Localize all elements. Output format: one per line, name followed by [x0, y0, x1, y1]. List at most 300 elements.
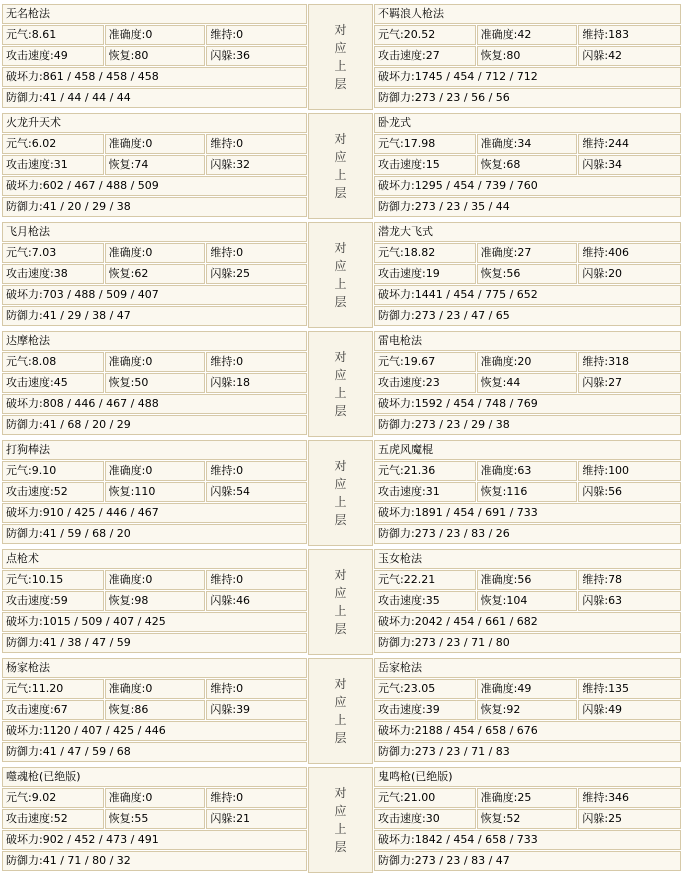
stat-row [2, 851, 307, 871]
skill-name: 点枪术 [2, 549, 307, 569]
gongsu-cell-label: 攻击速度: [378, 376, 426, 389]
fangyu-cell [2, 306, 307, 326]
pohuai-cell [2, 67, 307, 87]
stat-row [374, 633, 681, 653]
zhunque-cell-value: 0 [145, 682, 153, 695]
gongsu-cell-value: 38 [53, 267, 68, 280]
stat-row [2, 679, 307, 699]
fangyu-cell-value: 41 / 38 / 47 / 59 [42, 636, 131, 649]
pohuai-cell-value: 910 / 425 / 446 / 467 [42, 506, 159, 519]
shanduo-cell-value: 46 [236, 594, 251, 607]
skill-name-row [2, 658, 307, 678]
skill-panel-right [374, 440, 681, 546]
skill-name: 飞月枪法 [2, 222, 307, 242]
shanduo-cell-label: 闪躲: [582, 485, 609, 498]
weichi-cell-value: 0 [236, 355, 244, 368]
shanduo-cell [578, 373, 681, 393]
pohuai-cell-value: 1441 / 454 / 775 / 652 [414, 288, 538, 301]
weichi-cell-value: 0 [236, 682, 244, 695]
shanduo-cell [206, 264, 307, 284]
skill-panel-left [2, 549, 307, 655]
stat-row [2, 570, 307, 590]
corresponds-char: 应 [334, 150, 347, 164]
stat-row [2, 394, 307, 414]
skill-name: 无名枪法 [2, 4, 307, 24]
weichi-cell-value: 0 [236, 28, 244, 41]
pohuai-cell-label: 破坏力: [6, 506, 43, 519]
stat-row [374, 243, 681, 263]
huifu-cell-label: 恢复: [480, 267, 507, 280]
skill-name-row [2, 331, 307, 351]
corresponds-char: 上 [334, 277, 347, 291]
gongsu-cell-label: 攻击速度: [6, 703, 54, 716]
pohuai-cell [2, 503, 307, 523]
shanduo-cell-label: 闪躲: [582, 49, 609, 62]
skill-name-row [374, 440, 681, 460]
huifu-cell [477, 46, 578, 66]
stat-row [2, 25, 307, 45]
huifu-cell-value: 55 [134, 812, 149, 825]
pohuai-cell-label: 破坏力: [6, 397, 43, 410]
yuanqi-cell-value: 10.15 [31, 573, 64, 586]
corresponds-char: 层 [334, 77, 347, 91]
weichi-cell-value: 318 [608, 355, 630, 368]
shanduo-cell-label: 闪躲: [210, 267, 237, 280]
gongsu-cell-value: 30 [425, 812, 440, 825]
fangyu-cell-value: 273 / 23 / 56 / 56 [414, 91, 510, 104]
weichi-cell [206, 352, 307, 372]
fangyu-cell [374, 306, 681, 326]
stat-row [2, 373, 307, 393]
gongsu-cell-value: 39 [425, 703, 440, 716]
gongsu-cell [374, 700, 476, 720]
skill-name: 岳家枪法 [374, 658, 681, 678]
shanduo-cell [206, 591, 307, 611]
weichi-cell [578, 461, 681, 481]
yuanqi-cell [374, 461, 476, 481]
stat-row [2, 155, 307, 175]
corresponds-char: 对 [334, 459, 347, 473]
pohuai-cell-value: 1295 / 454 / 739 / 760 [414, 179, 538, 192]
yuanqi-cell-value: 23.05 [403, 682, 436, 695]
huifu-cell-label: 恢复: [108, 812, 135, 825]
shanduo-cell [578, 264, 681, 284]
zhunque-cell-value: 63 [517, 464, 532, 477]
pohuai-cell-label: 破坏力: [378, 833, 415, 846]
weichi-cell [206, 679, 307, 699]
huifu-cell-label: 恢复: [108, 267, 135, 280]
weichi-cell-label: 维持: [582, 246, 609, 259]
gongsu-cell-label: 攻击速度: [378, 703, 426, 716]
weichi-cell-label: 维持: [582, 464, 609, 477]
weichi-cell-value: 0 [236, 137, 244, 150]
corresponds-char: 层 [334, 186, 347, 200]
pohuai-cell [374, 67, 681, 87]
shanduo-cell [206, 700, 307, 720]
huifu-cell [477, 700, 578, 720]
skill-name: 打狗棒法 [2, 440, 307, 460]
stat-row [2, 721, 307, 741]
weichi-cell [206, 243, 307, 263]
huifu-cell-value: 80 [134, 49, 149, 62]
corresponds-char: 应 [334, 368, 347, 382]
huifu-cell [105, 46, 206, 66]
huifu-cell-label: 恢复: [480, 703, 507, 716]
zhunque-cell-label: 准确度: [480, 28, 518, 41]
skill-name-row [2, 4, 307, 24]
shanduo-cell-label: 闪躲: [582, 376, 609, 389]
huifu-cell-value: 68 [506, 158, 521, 171]
pohuai-cell [374, 612, 681, 632]
gongsu-cell-label: 攻击速度: [6, 594, 54, 607]
fangyu-cell [374, 88, 681, 108]
fangyu-cell-value: 41 / 29 / 38 / 47 [42, 309, 131, 322]
zhunque-cell-label: 准确度: [108, 464, 146, 477]
pohuai-cell-value: 1891 / 454 / 691 / 733 [414, 506, 538, 519]
stat-row [374, 46, 681, 66]
fangyu-cell-value: 273 / 23 / 71 / 83 [414, 745, 510, 758]
stat-row [374, 721, 681, 741]
yuanqi-cell-value: 9.02 [31, 791, 57, 804]
pohuai-cell-label: 破坏力: [378, 724, 415, 737]
shanduo-cell [206, 46, 307, 66]
yuanqi-cell-value: 6.02 [31, 137, 57, 150]
zhunque-cell-value: 0 [145, 246, 153, 259]
skill-pair-block [2, 222, 688, 328]
fangyu-cell [2, 88, 307, 108]
zhunque-cell-value: 27 [517, 246, 532, 259]
corresponds-char: 对 [334, 241, 347, 255]
corresponds-char: 应 [334, 804, 347, 818]
fangyu-cell [2, 742, 307, 762]
skill-panel-right [374, 549, 681, 655]
stat-row [374, 679, 681, 699]
gongsu-cell [374, 155, 476, 175]
skill-name: 杨家枪法 [2, 658, 307, 678]
fangyu-cell-label: 防御力: [6, 418, 43, 431]
stat-row [2, 67, 307, 87]
zhunque-cell [477, 679, 578, 699]
weichi-cell-label: 维持: [210, 246, 237, 259]
huifu-cell [105, 155, 206, 175]
corresponds-char: 对 [334, 350, 347, 364]
huifu-cell [477, 155, 578, 175]
stat-row [374, 352, 681, 372]
gongsu-cell-value: 67 [53, 703, 68, 716]
zhunque-cell-label: 准确度: [480, 355, 518, 368]
stat-row [374, 742, 681, 762]
stat-row [2, 742, 307, 762]
zhunque-cell-value: 25 [517, 791, 532, 804]
gongsu-cell-value: 27 [425, 49, 440, 62]
gongsu-cell [2, 809, 104, 829]
huifu-cell-value: 74 [134, 158, 149, 171]
stat-row [2, 461, 307, 481]
huifu-cell-value: 104 [506, 594, 528, 607]
skill-name: 五虎风魔棍 [374, 440, 681, 460]
zhunque-cell-label: 准确度: [108, 137, 146, 150]
corresponds-char: 上 [334, 59, 347, 73]
stat-row [374, 176, 681, 196]
shanduo-cell-label: 闪躲: [582, 594, 609, 607]
weichi-cell-value: 100 [608, 464, 630, 477]
pohuai-cell [374, 503, 681, 523]
corresponds-char: 层 [334, 731, 347, 745]
corresponds-char: 应 [334, 259, 347, 273]
huifu-cell-label: 恢复: [480, 485, 507, 498]
huifu-cell [105, 264, 206, 284]
huifu-cell [477, 809, 578, 829]
fangyu-cell-value: 273 / 23 / 83 / 47 [414, 854, 510, 867]
corresponds-char: 对 [334, 786, 347, 800]
corresponds-char: 应 [334, 586, 347, 600]
shanduo-cell-label: 闪躲: [210, 376, 237, 389]
stat-row [374, 612, 681, 632]
gongsu-cell-value: 35 [425, 594, 440, 607]
yuanqi-cell-label: 元气: [6, 355, 32, 368]
gongsu-cell-value: 52 [53, 812, 68, 825]
weichi-cell-label: 维持: [210, 28, 237, 41]
huifu-cell-label: 恢复: [108, 376, 135, 389]
zhunque-cell-value: 0 [145, 355, 153, 368]
shanduo-cell [578, 155, 681, 175]
skill-name: 达摩枪法 [2, 331, 307, 351]
gongsu-cell-label: 攻击速度: [6, 812, 54, 825]
weichi-cell-value: 0 [236, 464, 244, 477]
gongsu-cell-label: 攻击速度: [6, 376, 54, 389]
pohuai-cell-label: 破坏力: [6, 615, 43, 628]
stat-row [2, 264, 307, 284]
fangyu-cell [374, 197, 681, 217]
weichi-cell [578, 570, 681, 590]
shanduo-cell-value: 56 [608, 485, 623, 498]
yuanqi-cell-value: 21.36 [403, 464, 436, 477]
corresponds-above-label [308, 767, 373, 873]
stat-row [374, 524, 681, 544]
fangyu-cell-label: 防御力: [6, 527, 43, 540]
zhunque-cell-label: 准确度: [108, 28, 146, 41]
stat-row [2, 88, 307, 108]
corresponds-above-label [308, 440, 373, 546]
gongsu-cell-value: 49 [53, 49, 68, 62]
fangyu-cell [2, 633, 307, 653]
skill-name: 不羁浪人枪法 [374, 4, 681, 24]
yuanqi-cell-label: 元气: [378, 791, 404, 804]
skill-pair-block [2, 331, 688, 437]
huifu-cell-value: 52 [506, 812, 521, 825]
fangyu-cell-label: 防御力: [378, 91, 415, 104]
skill-name: 火龙升天术 [2, 113, 307, 133]
weichi-cell [206, 25, 307, 45]
shanduo-cell-label: 闪躲: [210, 703, 237, 716]
pohuai-cell-label: 破坏力: [6, 179, 43, 192]
pohuai-cell-value: 1120 / 407 / 425 / 446 [42, 724, 166, 737]
stat-row [374, 788, 681, 808]
huifu-cell [105, 373, 206, 393]
shanduo-cell [578, 46, 681, 66]
stat-row [2, 415, 307, 435]
yuanqi-cell [2, 25, 104, 45]
weichi-cell-value: 0 [236, 573, 244, 586]
skill-name-row [2, 549, 307, 569]
yuanqi-cell-label: 元气: [378, 355, 404, 368]
stat-row [2, 830, 307, 850]
shanduo-cell-value: 18 [236, 376, 251, 389]
zhunque-cell [477, 461, 578, 481]
skill-panel-left [2, 222, 307, 328]
zhunque-cell [477, 243, 578, 263]
stat-row [2, 243, 307, 263]
weichi-cell [578, 679, 681, 699]
fangyu-cell-value: 41 / 59 / 68 / 20 [42, 527, 131, 540]
yuanqi-cell-label: 元气: [378, 137, 404, 150]
zhunque-cell-label: 准确度: [480, 137, 518, 150]
fangyu-cell-label: 防御力: [6, 309, 43, 322]
fangyu-cell-value: 273 / 23 / 29 / 38 [414, 418, 510, 431]
yuanqi-cell [2, 788, 104, 808]
zhunque-cell-label: 准确度: [108, 791, 146, 804]
yuanqi-cell-label: 元气: [6, 28, 32, 41]
yuanqi-cell [2, 243, 104, 263]
gongsu-cell-value: 15 [425, 158, 440, 171]
pohuai-cell-label: 破坏力: [6, 724, 43, 737]
zhunque-cell [105, 25, 206, 45]
fangyu-cell-value: 41 / 71 / 80 / 32 [42, 854, 131, 867]
zhunque-cell-value: 56 [517, 573, 532, 586]
pohuai-cell-value: 1015 / 509 / 407 / 425 [42, 615, 166, 628]
stat-row [374, 373, 681, 393]
skill-name: 卧龙式 [374, 113, 681, 133]
corresponds-above-label [308, 549, 373, 655]
huifu-cell-label: 恢复: [108, 703, 135, 716]
stat-row [374, 461, 681, 481]
zhunque-cell [477, 788, 578, 808]
pohuai-cell [2, 612, 307, 632]
huifu-cell [477, 264, 578, 284]
skill-name: 噬魂枪(已绝版) [2, 767, 307, 787]
fangyu-cell-label: 防御力: [378, 527, 415, 540]
corresponds-above-label [308, 222, 373, 328]
stat-row [2, 633, 307, 653]
weichi-cell [578, 243, 681, 263]
skill-name-row [2, 440, 307, 460]
pohuai-cell-value: 602 / 467 / 488 / 509 [42, 179, 159, 192]
pohuai-cell-label: 破坏力: [378, 506, 415, 519]
stat-row [374, 88, 681, 108]
shanduo-cell-label: 闪躲: [582, 812, 609, 825]
skill-name: 雷电枪法 [374, 331, 681, 351]
corresponds-above-label [308, 4, 373, 110]
fangyu-cell [374, 524, 681, 544]
skill-pair-block [2, 549, 688, 655]
zhunque-cell [105, 679, 206, 699]
zhunque-cell-value: 34 [517, 137, 532, 150]
skill-name-row [2, 767, 307, 787]
stat-row [2, 700, 307, 720]
stat-row [374, 155, 681, 175]
weichi-cell-value: 135 [608, 682, 630, 695]
pohuai-cell [374, 830, 681, 850]
pohuai-cell-value: 1745 / 454 / 712 / 712 [414, 70, 538, 83]
zhunque-cell [105, 243, 206, 263]
stat-row [2, 788, 307, 808]
gongsu-cell-label: 攻击速度: [6, 49, 54, 62]
gongsu-cell-label: 攻击速度: [6, 267, 54, 280]
weichi-cell [578, 25, 681, 45]
yuanqi-cell-label: 元气: [6, 464, 32, 477]
shanduo-cell-value: 54 [236, 485, 251, 498]
shanduo-cell-label: 闪躲: [210, 485, 237, 498]
stat-row [374, 264, 681, 284]
corresponds-char: 上 [334, 386, 347, 400]
stat-row [374, 67, 681, 87]
gongsu-cell-label: 攻击速度: [6, 485, 54, 498]
skill-name-row [374, 767, 681, 787]
huifu-cell-value: 62 [134, 267, 149, 280]
skill-panel-left [2, 658, 307, 764]
fangyu-cell-label: 防御力: [6, 636, 43, 649]
stat-row [2, 612, 307, 632]
pohuai-cell-value: 902 / 452 / 473 / 491 [42, 833, 159, 846]
shanduo-cell-value: 25 [608, 812, 623, 825]
skill-panel-right [374, 4, 681, 110]
shanduo-cell-label: 闪躲: [210, 158, 237, 171]
skill-name-row [374, 658, 681, 678]
skill-pair-block [2, 4, 688, 110]
corresponds-char: 层 [334, 295, 347, 309]
skill-panel-left [2, 331, 307, 437]
huifu-cell-value: 80 [506, 49, 521, 62]
yuanqi-cell-label: 元气: [378, 682, 404, 695]
shanduo-cell-value: 25 [236, 267, 251, 280]
pohuai-cell-value: 808 / 446 / 467 / 488 [42, 397, 159, 410]
yuanqi-cell-value: 8.61 [31, 28, 57, 41]
yuanqi-cell-label: 元气: [6, 246, 32, 259]
pohuai-cell [374, 721, 681, 741]
zhunque-cell-label: 准确度: [480, 464, 518, 477]
zhunque-cell-value: 42 [517, 28, 532, 41]
huifu-cell-value: 44 [506, 376, 521, 389]
weichi-cell [578, 788, 681, 808]
yuanqi-cell-label: 元气: [378, 28, 404, 41]
huifu-cell-value: 86 [134, 703, 149, 716]
huifu-cell-value: 92 [506, 703, 521, 716]
stat-row [2, 503, 307, 523]
yuanqi-cell-label: 元气: [6, 573, 32, 586]
fangyu-cell-label: 防御力: [378, 854, 415, 867]
weichi-cell-label: 维持: [582, 355, 609, 368]
weichi-cell [206, 570, 307, 590]
zhunque-cell-label: 准确度: [108, 246, 146, 259]
yuanqi-cell-value: 22.21 [403, 573, 436, 586]
fangyu-cell-value: 41 / 20 / 29 / 38 [42, 200, 131, 213]
stat-row [374, 306, 681, 326]
gongsu-cell-value: 59 [53, 594, 68, 607]
zhunque-cell [105, 134, 206, 154]
corresponds-char: 层 [334, 840, 347, 854]
pohuai-cell [374, 176, 681, 196]
zhunque-cell [105, 570, 206, 590]
fangyu-cell-label: 防御力: [6, 91, 43, 104]
gongsu-cell [2, 591, 104, 611]
skill-panel-left [2, 4, 307, 110]
zhunque-cell-label: 准确度: [108, 355, 146, 368]
yuanqi-cell [374, 679, 476, 699]
shanduo-cell-label: 闪躲: [582, 267, 609, 280]
corresponds-char: 上 [334, 604, 347, 618]
huifu-cell [477, 373, 578, 393]
weichi-cell-label: 维持: [582, 682, 609, 695]
